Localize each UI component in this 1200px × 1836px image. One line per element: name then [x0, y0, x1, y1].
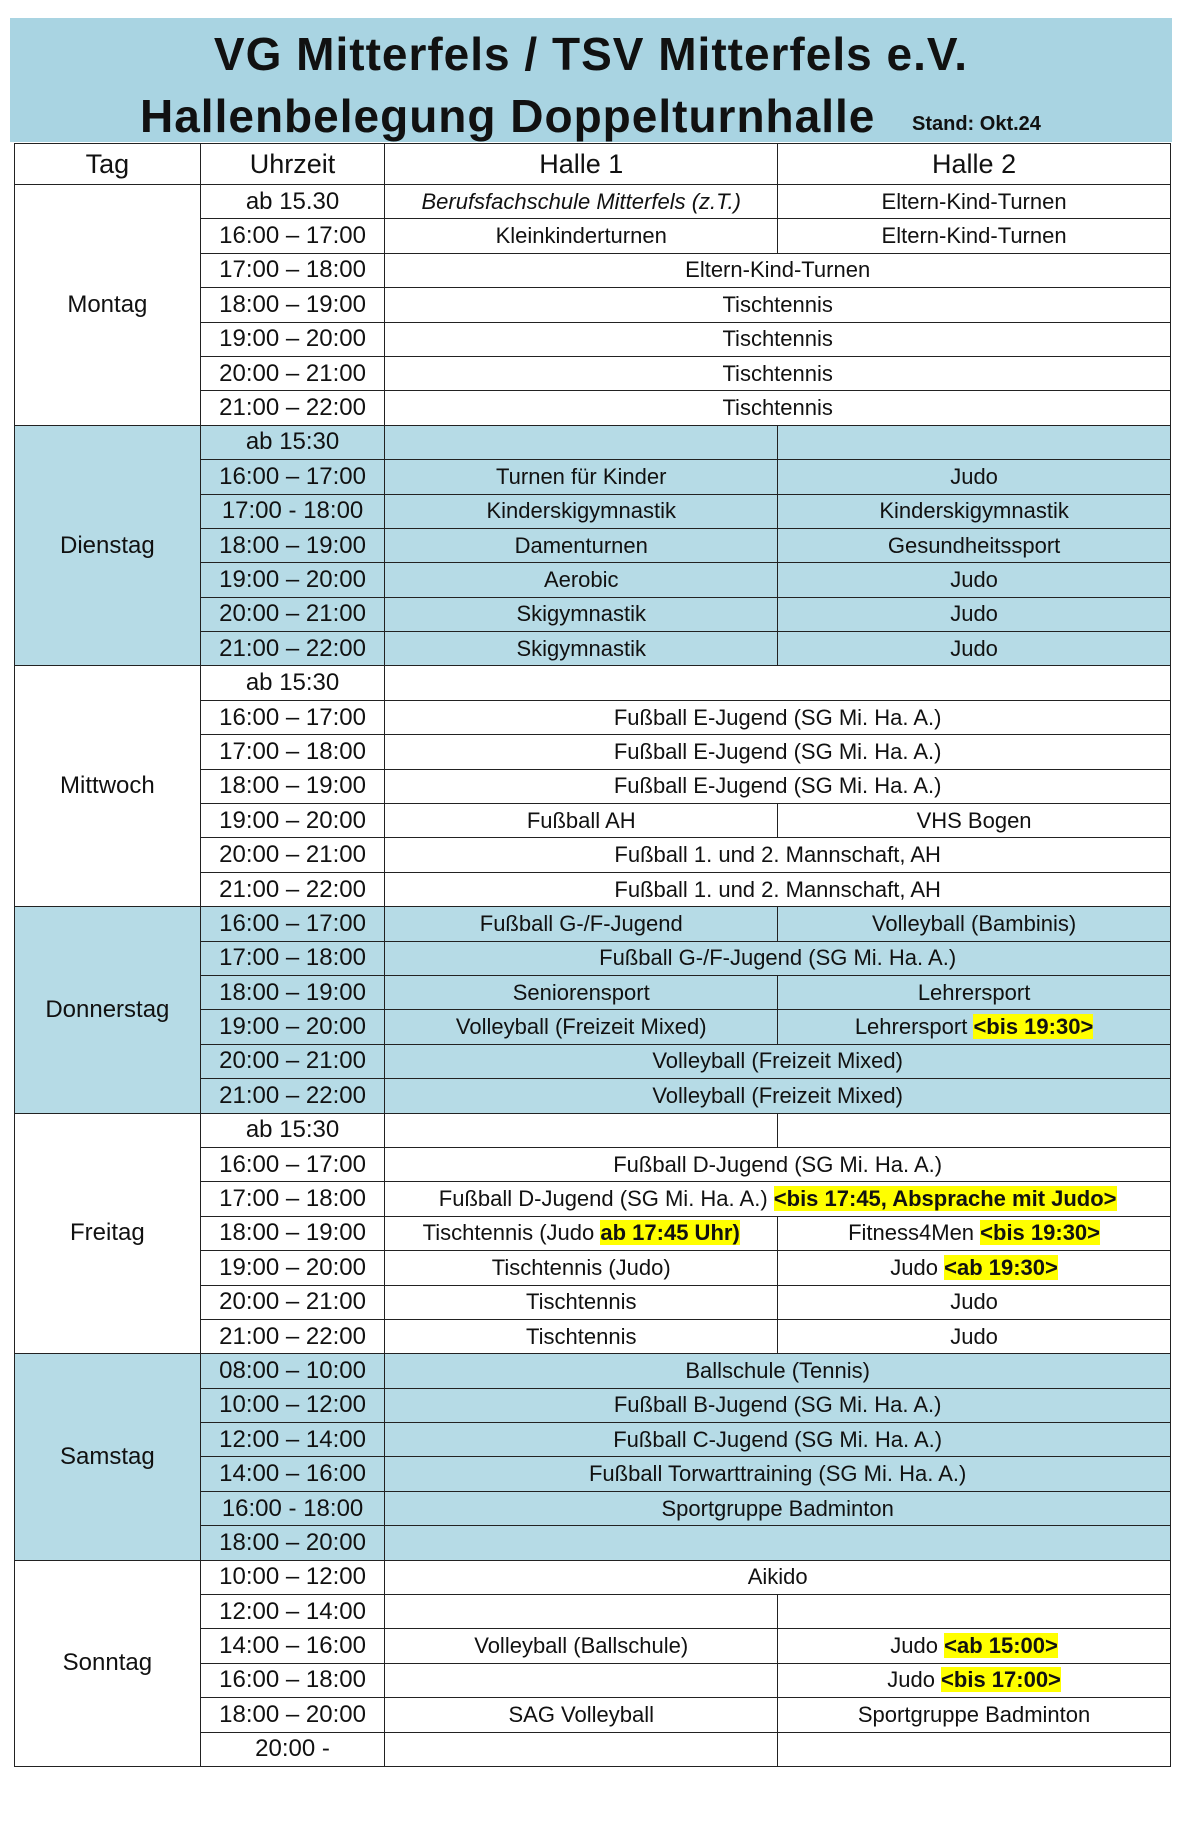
title-line2: Hallenbelegung Doppelturnhalle [140, 90, 876, 142]
time-cell: 21:00 – 22:00 [200, 872, 385, 906]
halle-combined-cell [385, 1457, 1171, 1491]
time-cell: 16:00 – 17:00 [200, 460, 385, 494]
halle-combined-cell [385, 1354, 1171, 1388]
halle-1-cell-text: Tischtennis (Judo [422, 1220, 601, 1246]
halle-2-cell [778, 1010, 1171, 1044]
time-cell: 20:00 – 21:00 [200, 356, 385, 390]
halle-2-cell [778, 1251, 1171, 1285]
time-cell: 16:00 – 17:00 [200, 700, 385, 734]
table-row [15, 1354, 1171, 1388]
time-cell: 12:00 – 14:00 [200, 1423, 385, 1457]
day-cell: Donnerstag [15, 907, 201, 1113]
halle-combined-cell [385, 1423, 1171, 1457]
time-cell: 21:00 – 22:00 [200, 391, 385, 425]
schedule-body [15, 185, 1171, 1767]
time-cell: 19:00 – 20:00 [200, 563, 385, 597]
time-cell: 19:00 – 20:00 [200, 1251, 385, 1285]
time-cell: 12:00 – 14:00 [200, 1595, 385, 1629]
time-cell: 18:00 – 19:00 [200, 1216, 385, 1250]
time-cell: 21:00 – 22:00 [200, 1319, 385, 1353]
time-cell: 16:00 – 17:00 [200, 907, 385, 941]
halle-combined-cell [385, 1044, 1171, 1078]
halle-2-cell-text: Judo [950, 566, 998, 592]
halle-combined-cell-text: Fußball G-/F-Jugend (SG Mi. Ha. A.) [599, 945, 957, 971]
time-cell: 17:00 - 18:00 [200, 494, 385, 528]
day-cell: Dienstag [15, 425, 201, 666]
halle-2-cell-text: Kinderskigymnastik [879, 498, 1069, 524]
halle-2-cell-text: Judo [950, 1289, 998, 1315]
day-cell: Mittwoch [15, 666, 201, 907]
halle-2-cell [778, 425, 1171, 459]
halle-combined-cell [385, 1147, 1171, 1181]
halle-1-cell [385, 185, 778, 219]
table-row [15, 425, 1171, 459]
table-row [15, 907, 1171, 941]
halle-1-cell-text: Berufsfachschule Mitterfels (z.T.) [421, 188, 741, 214]
table-row [15, 185, 1171, 219]
halle-1-cell-text: Volleyball (Freizeit Mixed) [455, 1014, 707, 1040]
halle-combined-cell-text: Fußball C-Jugend (SG Mi. Ha. A.) [613, 1426, 943, 1452]
halle-combined-cell-text: Fußball 1. und 2. Mannschaft, AH [614, 842, 941, 868]
halle-1-cell [385, 1285, 778, 1319]
halle-1-cell [385, 632, 778, 666]
halle-1-cell [385, 460, 778, 494]
halle-combined-cell-text: Fußball D-Jugend (SG Mi. Ha. A.) [613, 1151, 943, 1177]
table-row [15, 1560, 1171, 1594]
halle-2-cell-text: Judo [950, 601, 998, 627]
halle-2-cell-text: Eltern-Kind-Turnen [881, 223, 1067, 249]
halle-combined-cell-text: Eltern-Kind-Turnen [685, 257, 871, 283]
halle-1-cell [385, 804, 778, 838]
halle-combined-cell [385, 769, 1171, 803]
halle-combined-cell-text: Fußball Torwarttraining (SG Mi. Ha. A.) [588, 1461, 967, 1487]
halle-combined-cell [385, 838, 1171, 872]
halle-2-cell [778, 597, 1171, 631]
halle-combined-cell [385, 872, 1171, 906]
day-cell: Samstag [15, 1354, 201, 1560]
highlight-note: <bis 17:00> [941, 1667, 1061, 1693]
time-cell: 18:00 – 20:00 [200, 1698, 385, 1732]
halle-2-cell [778, 907, 1171, 941]
halle-combined-cell-text: Ballschule (Tennis) [685, 1357, 870, 1383]
time-cell: 20:00 – 21:00 [200, 1044, 385, 1078]
halle-combined-cell-text: Aikido [747, 1564, 808, 1590]
time-cell: 17:00 – 18:00 [200, 735, 385, 769]
halle-combined-cell [385, 941, 1171, 975]
halle-2-cell [778, 1319, 1171, 1353]
halle-2-cell [778, 1285, 1171, 1319]
halle-combined-cell [385, 391, 1171, 425]
stand-date: Stand: Okt.24 [912, 113, 1041, 135]
halle-1-cell-text: Volleyball (Ballschule) [474, 1633, 689, 1659]
halle-1-cell [385, 219, 778, 253]
halle-2-cell [778, 1663, 1171, 1697]
time-cell: 16:00 – 18:00 [200, 1663, 385, 1697]
halle-2-cell [778, 632, 1171, 666]
halle-1-cell [385, 425, 778, 459]
highlight-note: <bis 19:30> [980, 1220, 1101, 1246]
halle-2-cell-text: Judo [950, 1323, 998, 1349]
halle-1-cell [385, 1698, 778, 1732]
halle-1-cell [385, 1251, 778, 1285]
time-cell: 20:00 – 21:00 [200, 1285, 385, 1319]
halle-1-cell-text: Aerobic [543, 566, 619, 592]
time-cell: 08:00 – 10:00 [200, 1354, 385, 1388]
halle-1-cell [385, 494, 778, 528]
halle-2-cell-text: Judo [890, 1633, 945, 1659]
header-row [15, 144, 1171, 185]
halle-combined-cell-text: Fußball E-Jugend (SG Mi. Ha. A.) [613, 704, 942, 730]
halle-2-cell-text: Sportgruppe Badminton [857, 1701, 1091, 1727]
time-cell: 16:00 - 18:00 [200, 1491, 385, 1525]
halle-2-cell [778, 563, 1171, 597]
halle-combined-cell-text: Sportgruppe Badminton [661, 1495, 894, 1521]
halle-1-cell-text: Fußball AH [526, 807, 636, 833]
halle-1-cell [385, 1595, 778, 1629]
time-cell: 20:00 – 21:00 [200, 597, 385, 631]
halle-2-cell [778, 219, 1171, 253]
halle-1-cell-text: Skigymnastik [516, 635, 647, 661]
column-header-halle-1: Halle 1 [385, 144, 778, 185]
halle-1-cell [385, 975, 778, 1009]
halle-1-cell-text: SAG Volleyball [508, 1701, 654, 1727]
halle-1-cell [385, 1319, 778, 1353]
time-cell: 18:00 – 19:00 [200, 769, 385, 803]
halle-1-cell-text: Skigymnastik [516, 601, 647, 627]
halle-2-cell-text: VHS Bogen [916, 807, 1032, 833]
day-cell: Montag [15, 185, 201, 426]
time-cell: 21:00 – 22:00 [200, 1079, 385, 1113]
title-line1: VG Mitterfels / TSV Mitterfels e.V. [213, 28, 969, 80]
halle-2-cell [778, 1732, 1171, 1766]
halle-1-cell [385, 1629, 778, 1663]
halle-combined-cell-text: Volleyball (Freizeit Mixed) [652, 1082, 903, 1108]
halle-2-cell [778, 1698, 1171, 1732]
halle-2-cell-text: Judo [890, 1254, 945, 1280]
halle-2-cell [778, 975, 1171, 1009]
column-header-halle-2: Halle 2 [778, 144, 1171, 185]
halle-1-cell-text: Damenturnen [514, 532, 648, 558]
halle-combined-cell [385, 1491, 1171, 1525]
time-cell: 20:00 - [200, 1732, 385, 1766]
halle-2-cell-text: Lehrersport [854, 1014, 974, 1040]
halle-combined-cell-text: Tischtennis [722, 291, 833, 317]
halle-1-cell-text: Kleinkinderturnen [495, 223, 667, 249]
halle-2-cell [778, 528, 1171, 562]
halle-1-cell [385, 597, 778, 631]
time-cell: 18:00 – 19:00 [200, 975, 385, 1009]
halle-combined-cell [385, 700, 1171, 734]
halle-combined-cell [385, 356, 1171, 390]
halle-combined-cell [385, 253, 1171, 287]
halle-1-cell [385, 1113, 778, 1147]
column-header-tag: Tag [15, 144, 201, 185]
time-cell: 14:00 – 16:00 [200, 1457, 385, 1491]
halle-combined-cell [385, 735, 1171, 769]
time-cell: 17:00 – 18:00 [200, 253, 385, 287]
halle-combined-cell-text: Fußball 1. und 2. Mannschaft, AH [614, 876, 941, 902]
highlight-note: <ab 15:00> [944, 1633, 1058, 1659]
halle-2-cell [778, 804, 1171, 838]
time-cell: 19:00 – 20:00 [200, 804, 385, 838]
column-header-uhrzeit: Uhrzeit [200, 144, 385, 185]
halle-combined-cell-text: Tischtennis [722, 360, 833, 386]
time-cell: 21:00 – 22:00 [200, 632, 385, 666]
halle-combined-cell [385, 288, 1171, 322]
time-cell: ab 15:30 [200, 1113, 385, 1147]
halle-1-cell-text: Seniorensport [512, 979, 650, 1005]
halle-2-cell [778, 1595, 1171, 1629]
halle-combined-cell-text: Tischtennis [722, 326, 833, 352]
time-cell: 17:00 – 18:00 [200, 941, 385, 975]
halle-2-cell [778, 1216, 1171, 1250]
halle-2-cell [778, 185, 1171, 219]
time-cell: 16:00 – 17:00 [200, 219, 385, 253]
halle-combined-cell-text: Fußball D-Jugend (SG Mi. Ha. A.) [438, 1186, 774, 1212]
halle-2-cell [778, 460, 1171, 494]
halle-1-cell-text: Tischtennis (Judo) [491, 1254, 671, 1280]
halle-1-cell-text: Kinderskigymnastik [486, 498, 676, 524]
halle-2-cell [778, 1113, 1171, 1147]
halle-combined-cell [385, 1388, 1171, 1422]
halle-1-cell-text: Turnen für Kinder [496, 463, 667, 489]
time-cell: 10:00 – 12:00 [200, 1388, 385, 1422]
halle-combined-cell [385, 1182, 1171, 1216]
halle-combined-cell [385, 1526, 1171, 1560]
halle-2-cell [778, 494, 1171, 528]
table-row [15, 666, 1171, 700]
halle-combined-cell-text: Fußball E-Jugend (SG Mi. Ha. A.) [613, 738, 942, 764]
halle-2-cell-text: Lehrersport [917, 979, 1031, 1005]
time-cell: 18:00 – 19:00 [200, 528, 385, 562]
time-cell: 19:00 – 20:00 [200, 322, 385, 356]
halle-2-cell-text: Eltern-Kind-Turnen [881, 188, 1067, 214]
halle-1-cell [385, 1216, 778, 1250]
halle-1-cell [385, 907, 778, 941]
time-cell: 10:00 – 12:00 [200, 1560, 385, 1594]
highlight-note: <ab 19:30> [944, 1254, 1058, 1280]
highlight-note: <bis 17:45, Absprache mit Judo> [773, 1186, 1117, 1212]
header-banner [10, 18, 1172, 142]
halle-2-cell-text: Judo [887, 1667, 942, 1693]
day-cell: Freitag [15, 1113, 201, 1354]
halle-1-cell-text: Fußball G-/F-Jugend [479, 910, 683, 936]
halle-combined-cell-text: Fußball E-Jugend (SG Mi. Ha. A.) [613, 773, 942, 799]
halle-combined-cell-text: Tischtennis [722, 395, 833, 421]
time-cell: 16:00 – 17:00 [200, 1147, 385, 1181]
halle-1-cell [385, 563, 778, 597]
time-cell: 18:00 – 19:00 [200, 288, 385, 322]
time-cell: ab 15:30 [200, 425, 385, 459]
halle-2-cell-text: Gesundheitssport [887, 532, 1061, 558]
halle-1-cell-text: Tischtennis [526, 1323, 637, 1349]
schedule-table [14, 143, 1171, 1767]
halle-combined-cell [385, 666, 1171, 700]
time-cell: ab 15:30 [200, 666, 385, 700]
halle-1-cell [385, 1732, 778, 1766]
halle-2-cell-text: Judo [950, 463, 998, 489]
halle-1-cell [385, 1663, 778, 1697]
time-cell: 17:00 – 18:00 [200, 1182, 385, 1216]
highlight-note: ab 17:45 Uhr) [600, 1220, 740, 1246]
day-cell: Sonntag [15, 1560, 201, 1766]
halle-2-cell [778, 1629, 1171, 1663]
halle-combined-cell [385, 1560, 1171, 1594]
time-cell: 14:00 – 16:00 [200, 1629, 385, 1663]
halle-combined-cell [385, 322, 1171, 356]
time-cell: ab 15.30 [200, 185, 385, 219]
table-row [15, 1113, 1171, 1147]
time-cell: 18:00 – 20:00 [200, 1526, 385, 1560]
halle-1-cell [385, 1010, 778, 1044]
time-cell: 20:00 – 21:00 [200, 838, 385, 872]
halle-combined-cell-text: Volleyball (Freizeit Mixed) [652, 1048, 903, 1074]
time-cell: 19:00 – 20:00 [200, 1010, 385, 1044]
highlight-note: <bis 19:30> [973, 1014, 1094, 1040]
halle-2-cell-text: Fitness4Men [848, 1220, 981, 1246]
halle-combined-cell-text: Fußball B-Jugend (SG Mi. Ha. A.) [613, 1392, 942, 1418]
halle-2-cell-text: Volleyball (Bambinis) [871, 910, 1077, 936]
halle-1-cell-text: Tischtennis [526, 1289, 637, 1315]
halle-combined-cell [385, 1079, 1171, 1113]
halle-1-cell [385, 528, 778, 562]
halle-2-cell-text: Judo [950, 635, 998, 661]
